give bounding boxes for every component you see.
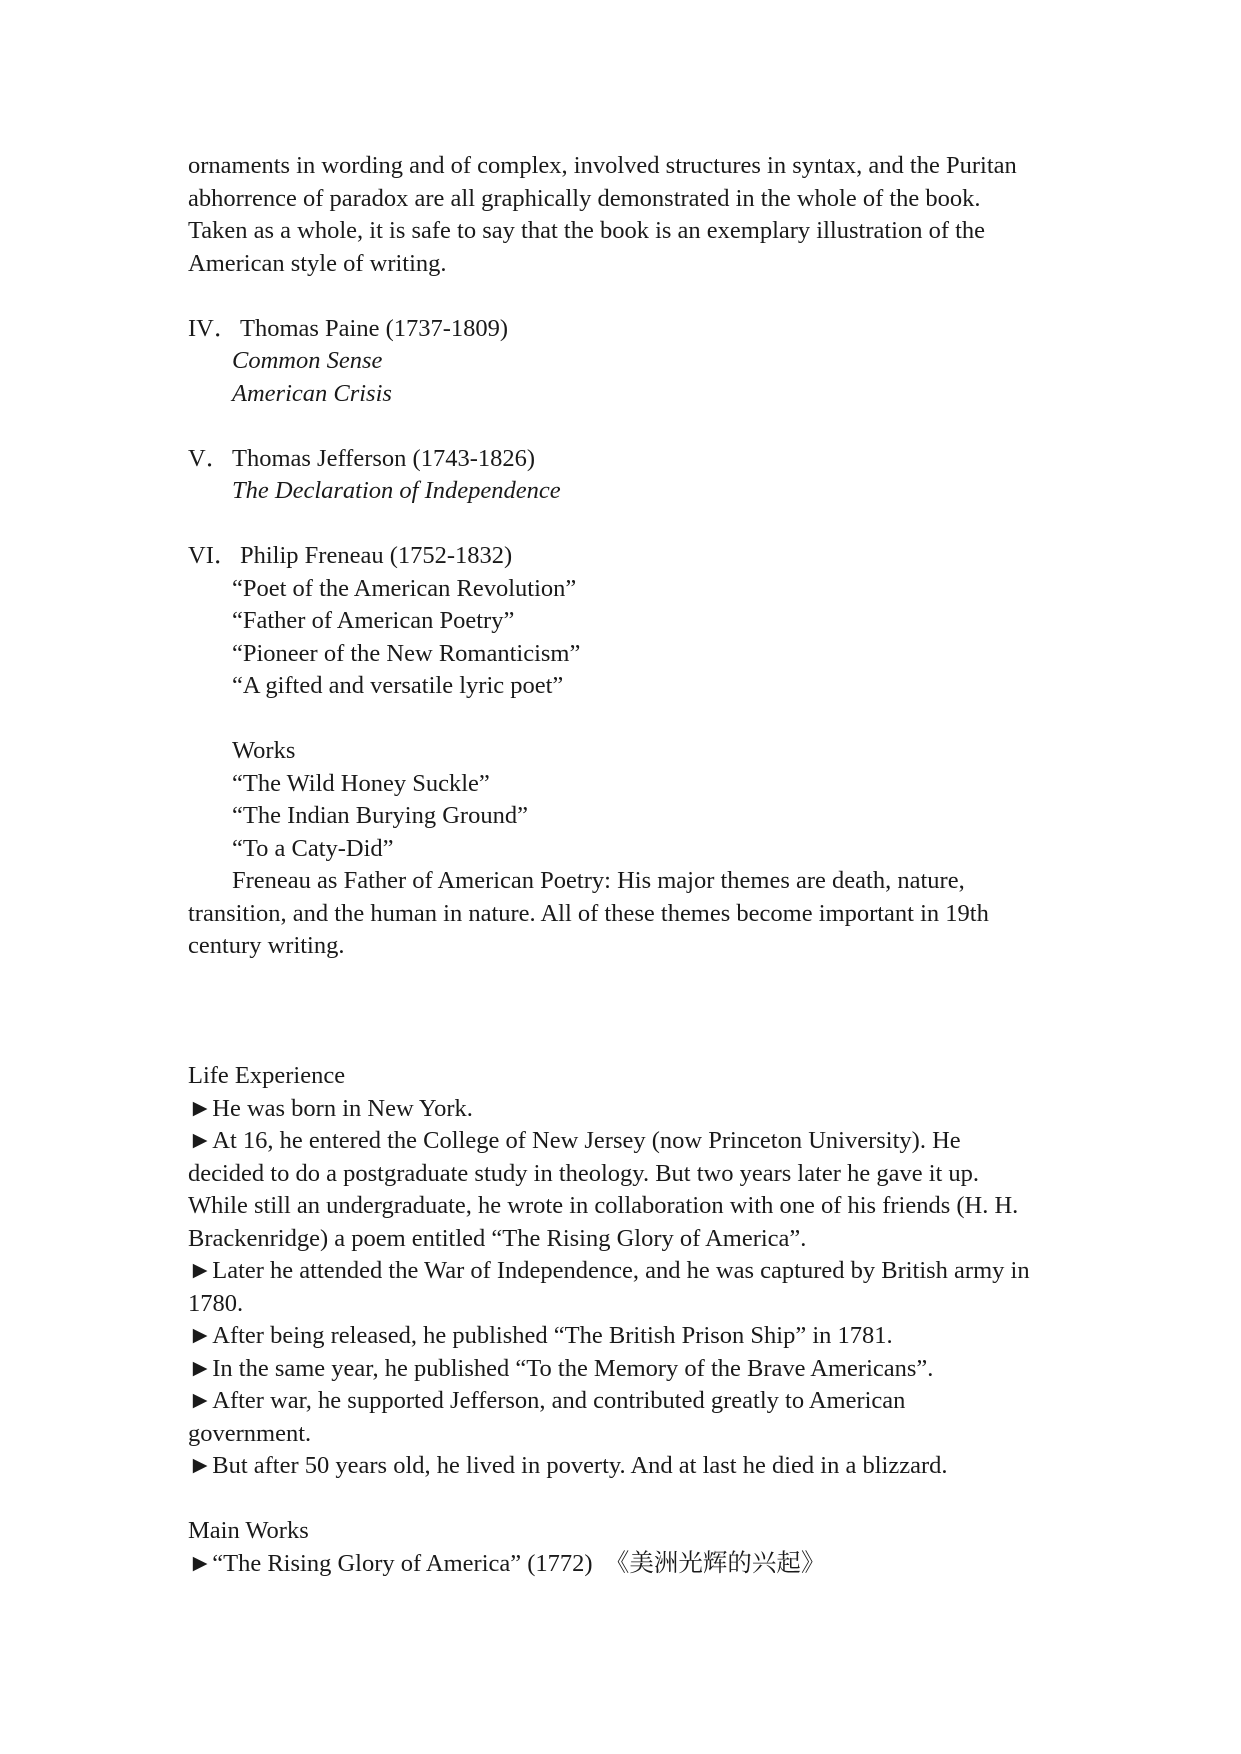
list-item [188,1255,1088,1320]
work-title: The Declaration of Independence [232,477,561,504]
work-title: American Crisis [232,379,392,407]
paragraph-line: Taken as a whole, it is safe to say that the book is an exemplary illustration of the [188,217,986,244]
works-label: Works [232,737,296,764]
section-heading [188,443,1088,476]
epithet: “Pioneer of the New Romanticism” [232,639,581,667]
section-numeral: V． [188,444,231,472]
list-item: ►“The Rising Glory of America” (1772) 《美洲光辉的兴起》 [188,1549,826,1577]
spacer [188,280,1088,313]
list-item-line: decided to do a postgraduate study in theology. But two years later he gave it up. [188,1159,980,1187]
section-thomas-paine [188,313,1088,411]
list-item: ►After being released, he published “The British Prison Ship” in 1781. [188,1322,893,1349]
list-item: ►In the same year, he published “To the Memory of the Brave Americans”. [188,1354,934,1382]
section-heading: Main Works [188,1517,309,1544]
spacer [188,1483,1088,1516]
spacer [188,703,1088,736]
work-title: “To a Caty-Did” [232,834,394,862]
epithet: “A gifted and versatile lyric poet” [232,672,564,699]
paragraph-line: American style of writing. [188,249,447,277]
list-item-line: ►After war, he supported Jefferson, and contributed greatly to American [188,1387,906,1414]
section-title: Thomas Jefferson (1743-1826) [232,444,536,472]
main-works-section [188,1515,1088,1580]
work-title: “The Indian Burying Ground” [232,802,528,829]
section-thomas-jefferson [188,443,1088,508]
section-philip-freneau [188,540,1088,963]
work-title: Common Sense [232,347,383,374]
section-heading: Life Experience [188,1062,346,1089]
list-item-line: ►Later he attended the War of Independence, and he was captured by British army in [188,1257,1030,1284]
list-item [188,1385,1088,1450]
list-item-line: While still an undergraduate, he wrote in collaboration with one of his friends (H. H. [188,1192,1019,1219]
paragraph-line: ornaments in wording and of complex, involved structures in syntax, and the Puritan [188,152,1017,179]
document-page [188,150,1088,1580]
work-title: “The Wild Honey Suckle” [232,769,490,797]
section-heading [188,540,1088,573]
life-experience-section [188,1060,1088,1483]
paragraph-line: transition, and the human in nature. All of these themes become important in 19th [188,899,989,927]
list-item: ►He was born in New York. [188,1094,473,1122]
paragraph-line: abhorrence of paradox are all graphically demonstrated in the whole of the book. [188,184,981,212]
spacer [188,508,1088,541]
section-numeral: VI． [188,542,239,569]
list-item [188,1125,1088,1255]
paragraph-line: Freneau as Father of American Poetry: His major themes are death, nature, [232,867,965,894]
paragraph-line: century writing. [188,932,345,959]
intro-paragraph [188,150,1088,280]
spacer [188,410,1088,443]
list-item-line: 1780. [188,1289,244,1317]
epithet: “Poet of the American Revolution” [232,574,577,602]
section-title: Philip Freneau (1752-1832) [240,542,513,569]
list-item-line: ►At 16, he entered the College of New Jersey (now Princeton University). He [188,1127,961,1154]
spacer [188,963,1088,1061]
epithet: “Father of American Poetry” [232,607,515,634]
section-title: Thomas Paine (1737-1809) [240,314,509,342]
list-item-line: Brackenridge) a poem entitled “The Rising Glory of America”. [188,1224,807,1252]
list-item-line: government. [188,1419,312,1447]
section-numeral: IV． [188,314,239,342]
section-heading [188,313,1088,346]
list-item: ►But after 50 years old, he lived in poverty. And at last he died in a blizzard. [188,1452,948,1479]
father-paragraph [188,865,1088,963]
